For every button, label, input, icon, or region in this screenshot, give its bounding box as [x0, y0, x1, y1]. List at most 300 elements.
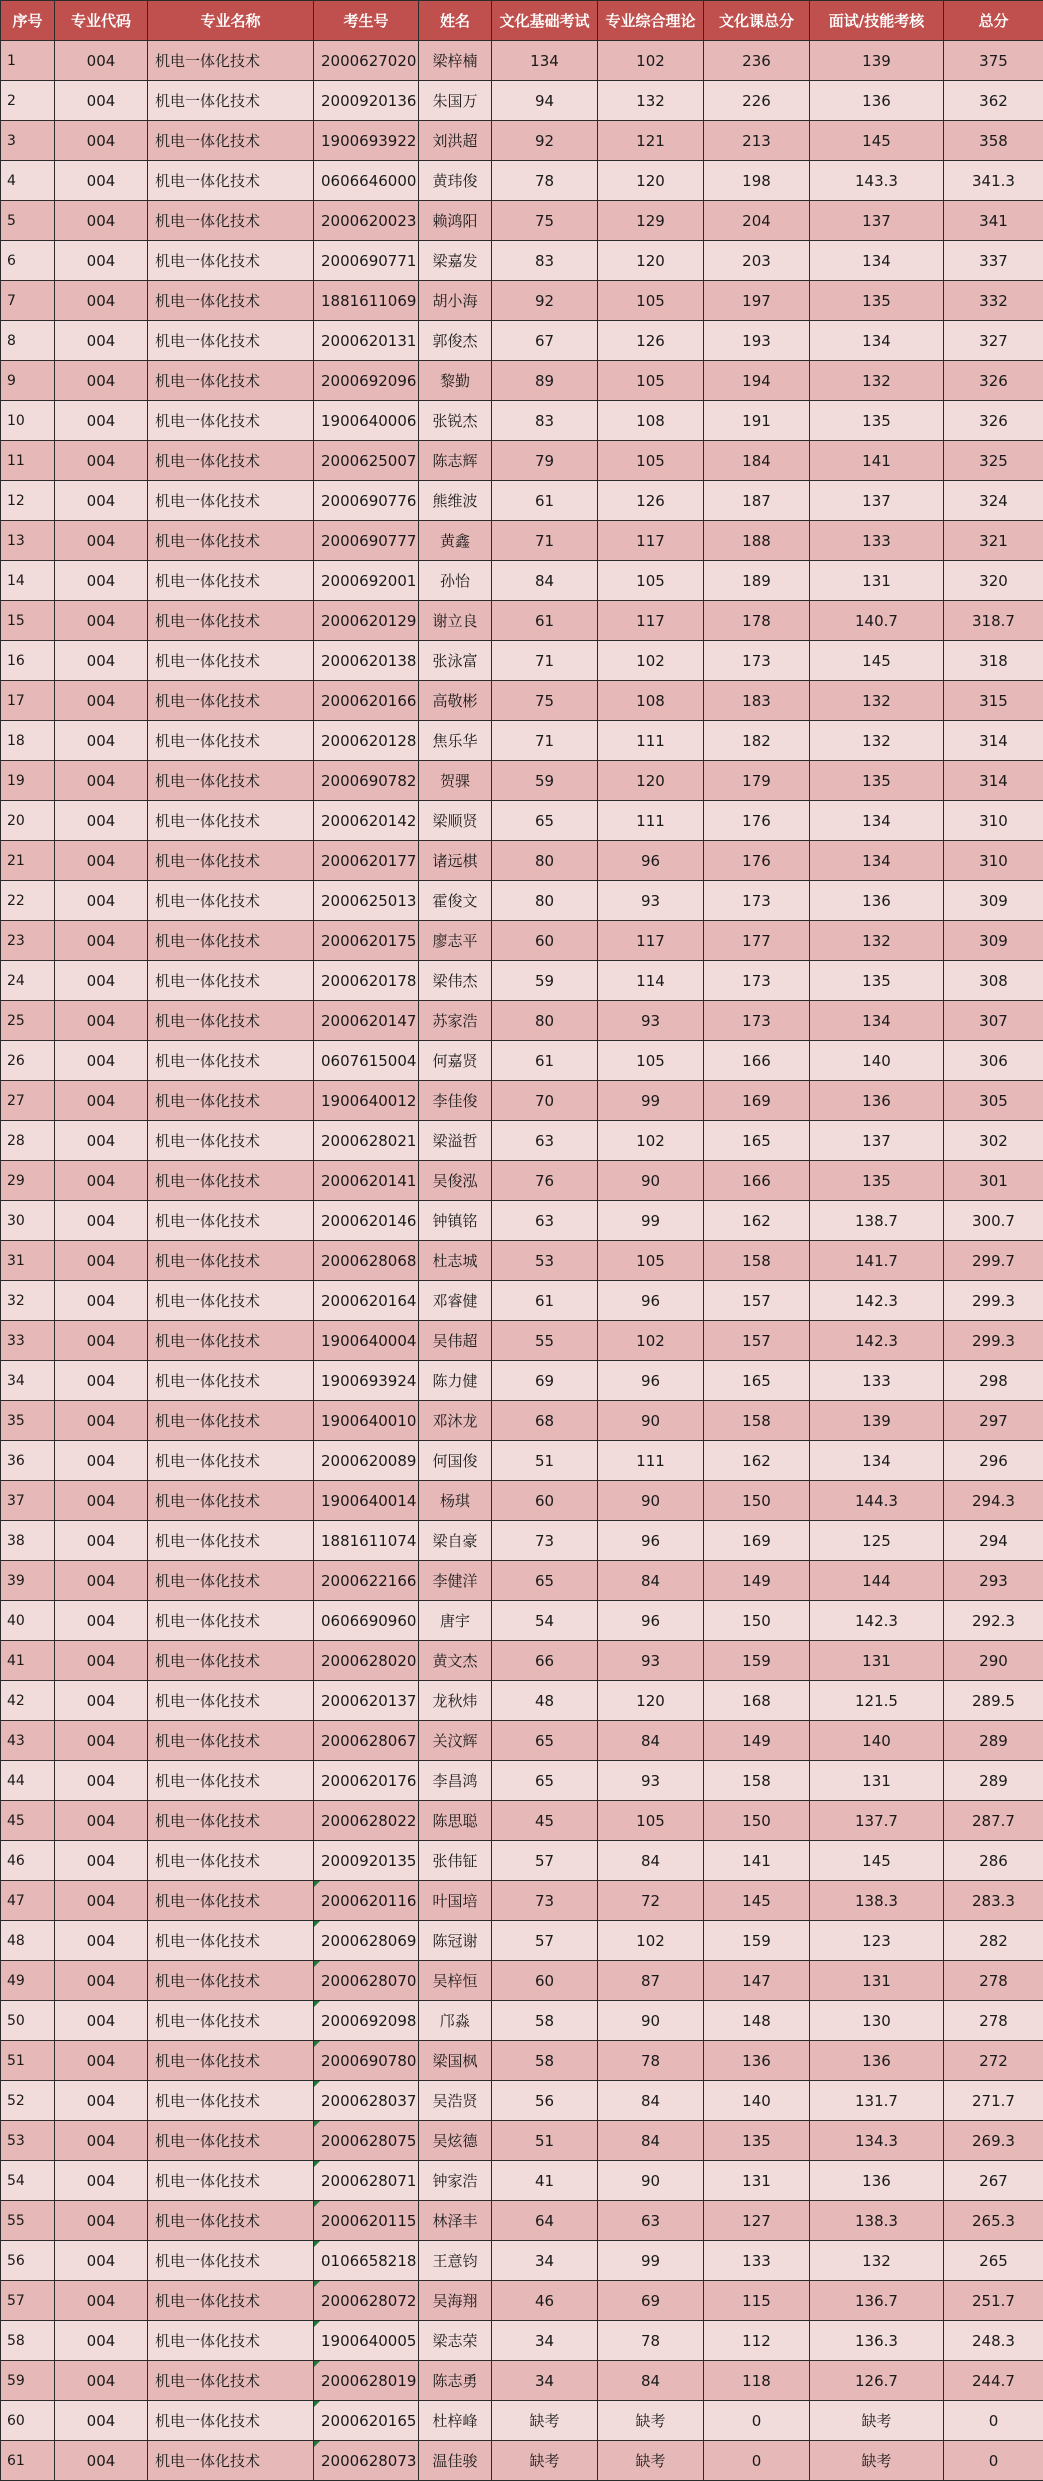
cell-professional-theory: 96: [598, 1361, 704, 1401]
cell-exam-number: 2000690782: [314, 761, 419, 801]
cell-exam-number: 1881611069: [314, 281, 419, 321]
cell-student-name: 诸远棋: [419, 841, 492, 881]
cell-student-name: 贺骒: [419, 761, 492, 801]
cell-professional-theory: 105: [598, 441, 704, 481]
cell-exam-number: 0607615004: [314, 1041, 419, 1081]
cell-professional-theory: 117: [598, 921, 704, 961]
cell-professional-theory: 114: [598, 961, 704, 1001]
cell-culture-total: 173: [704, 881, 810, 921]
cell-culture-basic-exam: 57: [492, 1841, 598, 1881]
cell-seq: 18: [1, 721, 55, 761]
cell-interview-skill: 138.7: [810, 1201, 944, 1241]
cell-culture-basic-exam: 71: [492, 641, 598, 681]
cell-major-name: 机电一体化技术: [148, 2081, 314, 2121]
cell-seq: 58: [1, 2321, 55, 2361]
cell-major-name: 机电一体化技术: [148, 1081, 314, 1121]
cell-total-score: 362: [944, 81, 1043, 121]
cell-culture-total: 203: [704, 241, 810, 281]
cell-major-name: 机电一体化技术: [148, 1601, 314, 1641]
table-row: [1, 641, 1043, 681]
table-row: [1, 241, 1043, 281]
cell-culture-total: 177: [704, 921, 810, 961]
cell-total-score: 278: [944, 2001, 1043, 2041]
cell-culture-total: 118: [704, 2361, 810, 2401]
cell-seq: 49: [1, 1961, 55, 2001]
cell-major-code: 004: [55, 721, 148, 761]
cell-major-name: 机电一体化技术: [148, 1841, 314, 1881]
cell-interview-skill: 134: [810, 841, 944, 881]
cell-seq: 36: [1, 1441, 55, 1481]
cell-culture-total: 191: [704, 401, 810, 441]
cell-exam-number: 2000620089: [314, 1441, 419, 1481]
cell-major-code: 004: [55, 1801, 148, 1841]
cell-student-name: 温佳骏: [419, 2441, 492, 2481]
cell-major-code: 004: [55, 481, 148, 521]
table-row: [1, 1721, 1043, 1761]
cell-culture-basic-exam: 61: [492, 1281, 598, 1321]
cell-exam-number: 2000620115: [314, 2201, 419, 2241]
cell-major-code: 004: [55, 1401, 148, 1441]
cell-professional-theory: 105: [598, 1241, 704, 1281]
cell-total-score: 289: [944, 1761, 1043, 1801]
table-row: [1, 1561, 1043, 1601]
cell-major-name: 机电一体化技术: [148, 81, 314, 121]
cell-interview-skill: 144.3: [810, 1481, 944, 1521]
cell-major-name: 机电一体化技术: [148, 2121, 314, 2161]
cell-culture-basic-exam: 65: [492, 1761, 598, 1801]
cell-major-name: 机电一体化技术: [148, 641, 314, 681]
table-row: [1, 481, 1043, 521]
cell-seq: 27: [1, 1081, 55, 1121]
cell-student-name: 杜梓峰: [419, 2401, 492, 2441]
cell-total-score: 315: [944, 681, 1043, 721]
cell-interview-skill: 145: [810, 641, 944, 681]
cell-seq: 32: [1, 1281, 55, 1321]
cell-seq: 24: [1, 961, 55, 1001]
cell-seq: 19: [1, 761, 55, 801]
cell-major-name: 机电一体化技术: [148, 401, 314, 441]
cell-seq: 40: [1, 1601, 55, 1641]
cell-culture-total: 173: [704, 961, 810, 1001]
cell-major-name: 机电一体化技术: [148, 1321, 314, 1361]
cell-culture-total: 165: [704, 1121, 810, 1161]
cell-major-name: 机电一体化技术: [148, 1721, 314, 1761]
cell-culture-total: 194: [704, 361, 810, 401]
cell-professional-theory: 105: [598, 1801, 704, 1841]
cell-major-code: 004: [55, 1441, 148, 1481]
cell-professional-theory: 102: [598, 1921, 704, 1961]
cell-culture-total: 226: [704, 81, 810, 121]
table-row: [1, 1121, 1043, 1161]
cell-exam-number: 1900693922: [314, 121, 419, 161]
cell-culture-basic-exam: 58: [492, 2001, 598, 2041]
cell-culture-basic-exam: 60: [492, 921, 598, 961]
cell-major-code: 004: [55, 921, 148, 961]
cell-culture-basic-exam: 80: [492, 1001, 598, 1041]
cell-culture-total: 150: [704, 1601, 810, 1641]
cell-interview-skill: 136: [810, 2161, 944, 2201]
cell-major-name: 机电一体化技术: [148, 2361, 314, 2401]
cell-professional-theory: 78: [598, 2321, 704, 2361]
cell-major-name: 机电一体化技术: [148, 601, 314, 641]
cell-interview-skill: 141.7: [810, 1241, 944, 1281]
cell-interview-skill: 缺考: [810, 2401, 944, 2441]
cell-exam-number: 2000620147: [314, 1001, 419, 1041]
cell-culture-total: 145: [704, 1881, 810, 1921]
cell-seq: 21: [1, 841, 55, 881]
cell-culture-basic-exam: 60: [492, 1481, 598, 1521]
cell-total-score: 314: [944, 721, 1043, 761]
table-row: [1, 561, 1043, 601]
cell-interview-skill: 139: [810, 1401, 944, 1441]
table-row: [1, 281, 1043, 321]
table-row: [1, 601, 1043, 641]
table-row: [1, 2441, 1043, 2481]
cell-seq: 3: [1, 121, 55, 161]
cell-culture-total: 159: [704, 1641, 810, 1681]
cell-major-code: 004: [55, 2401, 148, 2441]
table-row: [1, 81, 1043, 121]
cell-culture-basic-exam: 41: [492, 2161, 598, 2201]
table-row: [1, 961, 1043, 1001]
table-row: [1, 321, 1043, 361]
cell-interview-skill: 135: [810, 761, 944, 801]
cell-seq: 15: [1, 601, 55, 641]
cell-interview-skill: 缺考: [810, 2441, 944, 2481]
table-row: [1, 401, 1043, 441]
cell-major-name: 机电一体化技术: [148, 1761, 314, 1801]
cell-culture-basic-exam: 65: [492, 1721, 598, 1761]
header-row: [1, 1, 1043, 41]
cell-major-name: 机电一体化技术: [148, 241, 314, 281]
cell-total-score: 307: [944, 1001, 1043, 1041]
cell-exam-number: 1900640012: [314, 1081, 419, 1121]
table-row: [1, 521, 1043, 561]
cell-culture-total: 0: [704, 2401, 810, 2441]
header-seq: 序号: [1, 1, 55, 41]
cell-total-score: 294.3: [944, 1481, 1043, 1521]
cell-professional-theory: 96: [598, 1521, 704, 1561]
cell-culture-total: 0: [704, 2441, 810, 2481]
cell-exam-number: 2000628020: [314, 1641, 419, 1681]
cell-exam-number: 2000620131: [314, 321, 419, 361]
cell-professional-theory: 108: [598, 401, 704, 441]
table-row: [1, 881, 1043, 921]
table-row: [1, 1921, 1043, 1961]
cell-major-name: 机电一体化技术: [148, 161, 314, 201]
cell-interview-skill: 131: [810, 1961, 944, 2001]
cell-major-name: 机电一体化技术: [148, 1681, 314, 1721]
cell-culture-basic-exam: 64: [492, 2201, 598, 2241]
cell-major-code: 004: [55, 2161, 148, 2201]
cell-student-name: 邓睿健: [419, 1281, 492, 1321]
cell-seq: 7: [1, 281, 55, 321]
cell-total-score: 290: [944, 1641, 1043, 1681]
table-row: [1, 2161, 1043, 2201]
cell-total-score: 320: [944, 561, 1043, 601]
cell-exam-number: 2000620178: [314, 961, 419, 1001]
cell-major-name: 机电一体化技术: [148, 1961, 314, 2001]
cell-culture-basic-exam: 94: [492, 81, 598, 121]
cell-major-code: 004: [55, 1521, 148, 1561]
cell-total-score: 327: [944, 321, 1043, 361]
cell-professional-theory: 84: [598, 2121, 704, 2161]
table-row: [1, 2281, 1043, 2321]
cell-culture-total: 148: [704, 2001, 810, 2041]
cell-student-name: 何嘉贤: [419, 1041, 492, 1081]
cell-exam-number: 2000620166: [314, 681, 419, 721]
cell-major-name: 机电一体化技术: [148, 1481, 314, 1521]
cell-exam-number: 2000628068: [314, 1241, 419, 1281]
cell-exam-number: 2000628067: [314, 1721, 419, 1761]
cell-interview-skill: 142.3: [810, 1281, 944, 1321]
cell-interview-skill: 132: [810, 361, 944, 401]
cell-interview-skill: 142.3: [810, 1321, 944, 1361]
cell-student-name: 赖鸿阳: [419, 201, 492, 241]
cell-major-code: 004: [55, 801, 148, 841]
cell-student-name: 林泽丰: [419, 2201, 492, 2241]
cell-exam-number: 0106658218: [314, 2241, 419, 2281]
table-row: [1, 681, 1043, 721]
cell-total-score: 310: [944, 801, 1043, 841]
cell-major-name: 机电一体化技术: [148, 921, 314, 961]
cell-professional-theory: 105: [598, 361, 704, 401]
table-row: [1, 1481, 1043, 1521]
cell-student-name: 吴浩贤: [419, 2081, 492, 2121]
cell-total-score: 308: [944, 961, 1043, 1001]
cell-major-code: 004: [55, 1041, 148, 1081]
cell-culture-basic-exam: 69: [492, 1361, 598, 1401]
cell-major-code: 004: [55, 1641, 148, 1681]
header-major-name: 专业名称: [148, 1, 314, 41]
cell-exam-number: 2000920136: [314, 81, 419, 121]
cell-exam-number: 2000628022: [314, 1801, 419, 1841]
cell-interview-skill: 123: [810, 1921, 944, 1961]
cell-professional-theory: 105: [598, 561, 704, 601]
cell-major-code: 004: [55, 1601, 148, 1641]
cell-major-code: 004: [55, 881, 148, 921]
cell-student-name: 唐宇: [419, 1601, 492, 1641]
cell-major-code: 004: [55, 201, 148, 241]
cell-major-name: 机电一体化技术: [148, 2281, 314, 2321]
cell-culture-basic-exam: 61: [492, 481, 598, 521]
cell-student-name: 黄文杰: [419, 1641, 492, 1681]
cell-seq: 16: [1, 641, 55, 681]
cell-professional-theory: 99: [598, 2241, 704, 2281]
cell-major-name: 机电一体化技术: [148, 1561, 314, 1601]
cell-interview-skill: 131: [810, 561, 944, 601]
cell-culture-basic-exam: 缺考: [492, 2401, 598, 2441]
cell-exam-number: 2000620177: [314, 841, 419, 881]
cell-exam-number: 2000620175: [314, 921, 419, 961]
cell-culture-total: 184: [704, 441, 810, 481]
cell-major-code: 004: [55, 2041, 148, 2081]
cell-professional-theory: 120: [598, 761, 704, 801]
cell-exam-number: 2000692098: [314, 2001, 419, 2041]
cell-major-code: 004: [55, 1961, 148, 2001]
cell-exam-number: 2000920135: [314, 1841, 419, 1881]
cell-seq: 1: [1, 41, 55, 81]
cell-student-name: 陈志辉: [419, 441, 492, 481]
cell-culture-basic-exam: 134: [492, 41, 598, 81]
cell-student-name: 陈思聪: [419, 1801, 492, 1841]
cell-major-name: 机电一体化技术: [148, 1441, 314, 1481]
cell-total-score: 309: [944, 881, 1043, 921]
cell-seq: 51: [1, 2041, 55, 2081]
cell-culture-total: 198: [704, 161, 810, 201]
cell-major-code: 004: [55, 81, 148, 121]
cell-culture-total: 179: [704, 761, 810, 801]
cell-culture-total: 178: [704, 601, 810, 641]
cell-total-score: 301: [944, 1161, 1043, 1201]
cell-culture-basic-exam: 59: [492, 761, 598, 801]
cell-seq: 44: [1, 1761, 55, 1801]
cell-exam-number: 2000620141: [314, 1161, 419, 1201]
cell-major-name: 机电一体化技术: [148, 681, 314, 721]
cell-student-name: 邓沐龙: [419, 1401, 492, 1441]
cell-student-name: 钟家浩: [419, 2161, 492, 2201]
cell-student-name: 吴炫德: [419, 2121, 492, 2161]
cell-major-name: 机电一体化技术: [148, 2321, 314, 2361]
cell-interview-skill: 130: [810, 2001, 944, 2041]
cell-culture-basic-exam: 61: [492, 601, 598, 641]
table-row: [1, 2241, 1043, 2281]
cell-interview-skill: 125: [810, 1521, 944, 1561]
cell-student-name: 李昌鸿: [419, 1761, 492, 1801]
cell-total-score: 324: [944, 481, 1043, 521]
cell-professional-theory: 111: [598, 801, 704, 841]
cell-major-name: 机电一体化技术: [148, 121, 314, 161]
cell-total-score: 269.3: [944, 2121, 1043, 2161]
cell-culture-basic-exam: 34: [492, 2321, 598, 2361]
cell-culture-total: 133: [704, 2241, 810, 2281]
cell-professional-theory: 90: [598, 2161, 704, 2201]
cell-exam-number: 2000628021: [314, 1121, 419, 1161]
table-row: [1, 1361, 1043, 1401]
cell-culture-total: 169: [704, 1521, 810, 1561]
cell-interview-skill: 131.7: [810, 2081, 944, 2121]
cell-interview-skill: 132: [810, 681, 944, 721]
cell-seq: 47: [1, 1881, 55, 1921]
cell-total-score: 332: [944, 281, 1043, 321]
cell-major-code: 004: [55, 1721, 148, 1761]
cell-student-name: 钟镇铭: [419, 1201, 492, 1241]
table-row: [1, 2041, 1043, 2081]
cell-major-name: 机电一体化技术: [148, 1641, 314, 1681]
cell-professional-theory: 120: [598, 161, 704, 201]
cell-total-score: 306: [944, 1041, 1043, 1081]
cell-student-name: 关汶辉: [419, 1721, 492, 1761]
cell-major-code: 004: [55, 161, 148, 201]
cell-seq: 38: [1, 1521, 55, 1561]
header-total-score: 总分: [944, 1, 1043, 41]
cell-seq: 26: [1, 1041, 55, 1081]
cell-major-code: 004: [55, 1281, 148, 1321]
cell-exam-number: 2000620129: [314, 601, 419, 641]
table-row: [1, 1041, 1043, 1081]
cell-student-name: 刘洪超: [419, 121, 492, 161]
header-professional-theory: 专业综合理论: [598, 1, 704, 41]
cell-exam-number: 2000628073: [314, 2441, 419, 2481]
cell-interview-skill: 135: [810, 1161, 944, 1201]
cell-major-code: 004: [55, 561, 148, 601]
cell-culture-total: 182: [704, 721, 810, 761]
table-row: [1, 121, 1043, 161]
cell-culture-basic-exam: 65: [492, 801, 598, 841]
cell-exam-number: 1900640005: [314, 2321, 419, 2361]
cell-culture-total: 141: [704, 1841, 810, 1881]
cell-total-score: 244.7: [944, 2361, 1043, 2401]
cell-exam-number: 2000690776: [314, 481, 419, 521]
cell-total-score: 0: [944, 2401, 1043, 2441]
cell-major-name: 机电一体化技术: [148, 561, 314, 601]
cell-seq: 45: [1, 1801, 55, 1841]
cell-exam-number: 2000690771: [314, 241, 419, 281]
cell-culture-basic-exam: 75: [492, 681, 598, 721]
cell-interview-skill: 136: [810, 81, 944, 121]
cell-major-name: 机电一体化技术: [148, 2441, 314, 2481]
cell-major-name: 机电一体化技术: [148, 1921, 314, 1961]
cell-culture-basic-exam: 63: [492, 1121, 598, 1161]
cell-major-name: 机电一体化技术: [148, 1401, 314, 1441]
cell-culture-basic-exam: 84: [492, 561, 598, 601]
cell-professional-theory: 90: [598, 2001, 704, 2041]
cell-exam-number: 2000620142: [314, 801, 419, 841]
cell-exam-number: 1900640010: [314, 1401, 419, 1441]
cell-professional-theory: 117: [598, 601, 704, 641]
cell-culture-basic-exam: 92: [492, 121, 598, 161]
cell-professional-theory: 缺考: [598, 2441, 704, 2481]
cell-student-name: 吴海翔: [419, 2281, 492, 2321]
cell-major-name: 机电一体化技术: [148, 1801, 314, 1841]
cell-interview-skill: 134: [810, 801, 944, 841]
cell-student-name: 梁国枫: [419, 2041, 492, 2081]
cell-seq: 48: [1, 1921, 55, 1961]
table-row: [1, 1841, 1043, 1881]
cell-exam-number: 1881611074: [314, 1521, 419, 1561]
cell-seq: 57: [1, 2281, 55, 2321]
cell-total-score: 341.3: [944, 161, 1043, 201]
cell-student-name: 邝淼: [419, 2001, 492, 2041]
cell-total-score: 358: [944, 121, 1043, 161]
cell-seq: 43: [1, 1721, 55, 1761]
cell-major-name: 机电一体化技术: [148, 201, 314, 241]
cell-major-name: 机电一体化技术: [148, 441, 314, 481]
table-row: [1, 1641, 1043, 1681]
cell-total-score: 299.3: [944, 1281, 1043, 1321]
cell-major-name: 机电一体化技术: [148, 2041, 314, 2081]
cell-student-name: 陈力健: [419, 1361, 492, 1401]
cell-major-name: 机电一体化技术: [148, 481, 314, 521]
cell-exam-number: 2000628075: [314, 2121, 419, 2161]
cell-interview-skill: 140: [810, 1041, 944, 1081]
cell-major-name: 机电一体化技术: [148, 2001, 314, 2041]
cell-major-code: 004: [55, 321, 148, 361]
cell-professional-theory: 102: [598, 641, 704, 681]
cell-culture-total: 131: [704, 2161, 810, 2201]
cell-interview-skill: 134: [810, 241, 944, 281]
cell-culture-basic-exam: 75: [492, 201, 598, 241]
cell-total-score: 292.3: [944, 1601, 1043, 1641]
cell-total-score: 318: [944, 641, 1043, 681]
cell-student-name: 高敬彬: [419, 681, 492, 721]
cell-major-name: 机电一体化技术: [148, 2161, 314, 2201]
cell-major-name: 机电一体化技术: [148, 1001, 314, 1041]
cell-student-name: 梁志荣: [419, 2321, 492, 2361]
cell-professional-theory: 84: [598, 1721, 704, 1761]
table-row: [1, 1161, 1043, 1201]
cell-interview-skill: 140: [810, 1721, 944, 1761]
